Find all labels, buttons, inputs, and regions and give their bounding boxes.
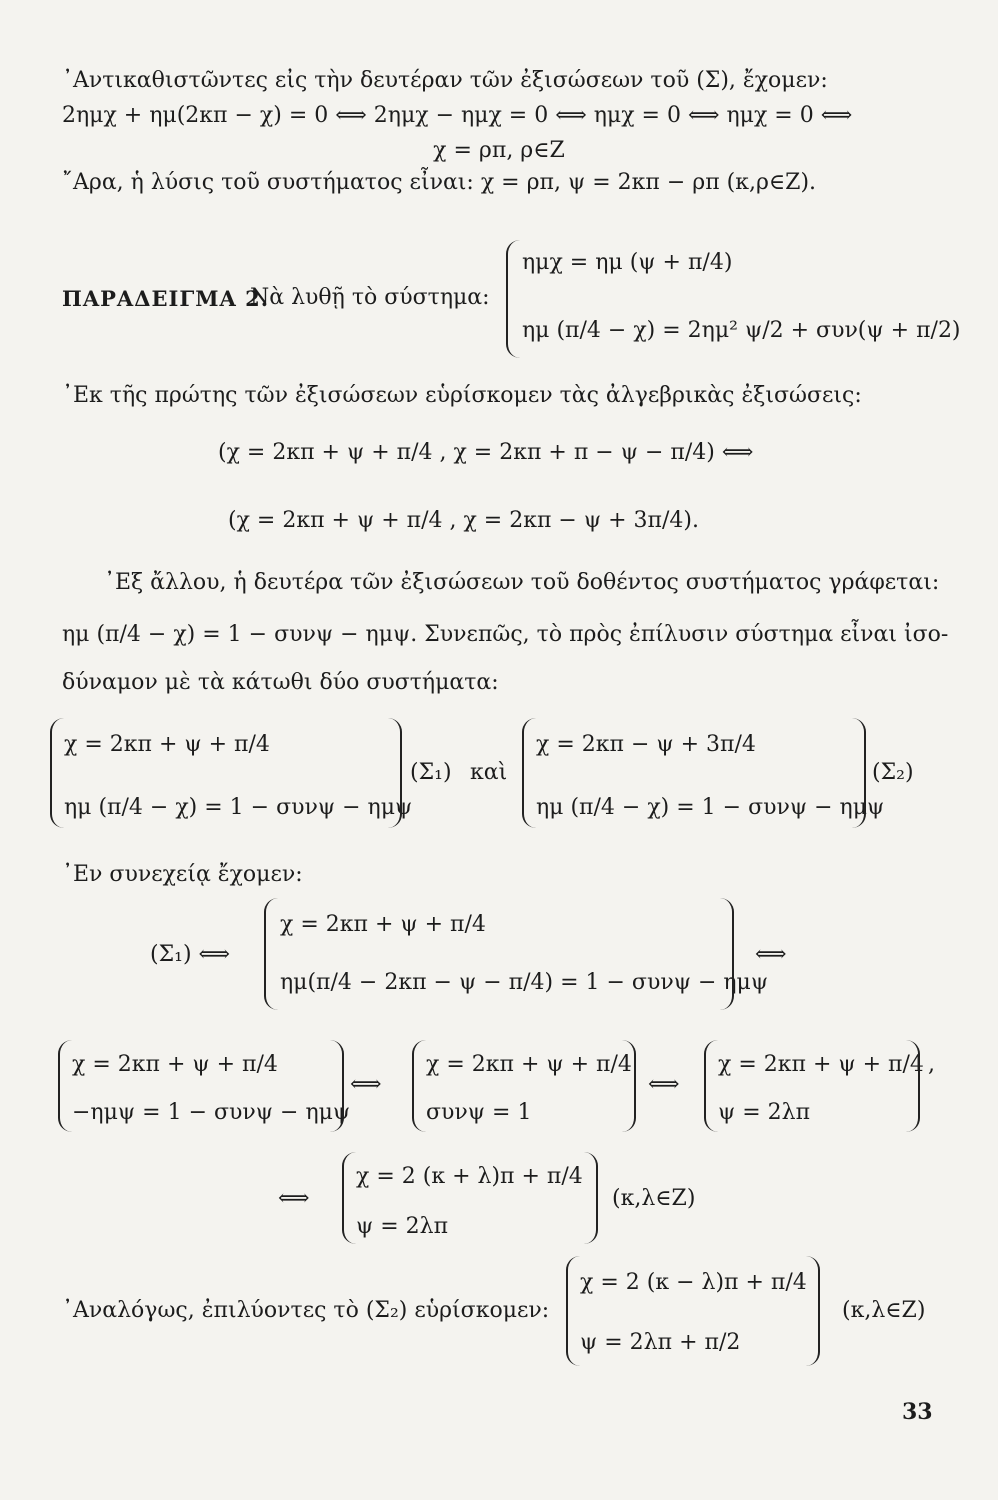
result-1-right-brace (584, 1152, 598, 1244)
example-eq-1: ημχ = ημ (ψ + π/4) (522, 250, 733, 275)
system-2-right-brace (852, 718, 866, 828)
example-heading: ΠΑΡΑΔΕΙΓΜΑ 2. (62, 286, 270, 311)
chain-b-eq-2: συνψ = 1 (426, 1100, 532, 1125)
intro-line-1: ᾿Αντικαθιστῶντες εἰς τὴν δευτέραν τῶν ἐξισώσεων τοῦ (Σ), ἔχομεν: (62, 68, 828, 93)
sigma1-equiv: (Σ₁) ⟺ (150, 942, 231, 967)
chain-a-eq-2: −ημψ = 1 − συνψ − ημψ (72, 1100, 351, 1125)
chain-b-right-brace (622, 1040, 636, 1132)
chain-b-left-brace (412, 1040, 426, 1132)
second-eq-line-3: δύναμον μὲ τὰ κάτωθι δύο συστήματα: (62, 670, 499, 695)
system-2-eq-1: χ = 2κπ − ψ + 3π/4 (536, 732, 756, 757)
system-1-left-brace (50, 718, 64, 828)
system-1-label: (Σ₁) (410, 760, 452, 785)
example-text: Νὰ λυθῇ τὸ σύστημα: (250, 285, 490, 310)
system-2-left-brace (522, 718, 536, 828)
second-eq-line-2: ημ (π/4 − χ) = 1 − συνψ − ημψ. Συνεπῶς, τὸ πρὸς ἐπίλυσιν σύστημα εἶναι ἰσο- (62, 622, 949, 647)
chain-a-right-brace (330, 1040, 344, 1132)
chain-c-eq-2: ψ = 2λπ (718, 1100, 811, 1125)
system-1-eq-2: ημ (π/4 − χ) = 1 − συνψ − ημψ (64, 795, 413, 820)
continuing-eq-2: ημ(π/4 − 2κπ − ψ − π/4) = 1 − συνψ − ημψ (280, 970, 769, 995)
intro-line-2: 2ημχ + ημ(2κπ − χ) = 0 ⟺ 2ημχ − ημχ = 0 ⟺ ημχ = 0 ⟺ ημχ = 0 ⟺ (62, 103, 853, 128)
first-eq-line-1: (χ = 2κπ + ψ + π/4 , χ = 2κπ + π − ψ − π/4) ⟺ (218, 440, 754, 465)
result-2-eq-1: χ = 2 (κ − λ)π + π/4 (580, 1270, 807, 1295)
example-eq-2: ημ (π/4 − χ) = 2ημ² ψ/2 + συν(ψ + π/2) (522, 318, 961, 343)
chain-c-left-brace (704, 1040, 718, 1132)
result-1-eq-1: χ = 2 (κ + λ)π + π/4 (356, 1164, 583, 1189)
and-word: καὶ (470, 760, 508, 785)
chain-c-eq-1: χ = 2κπ + ψ + π/4 (718, 1052, 924, 1077)
example-system-brace (506, 240, 520, 358)
intro-line-4: ῎Αρα, ἡ λύσις τοῦ συστήματος εἶναι: χ = ρπ, ψ = 2κπ − ρπ (κ,ρ∈Z). (62, 170, 817, 195)
system-2-eq-2: ημ (π/4 − χ) = 1 − συνψ − ημψ (536, 795, 885, 820)
result-2-left-brace (566, 1256, 580, 1366)
result-2-eq-2: ψ = 2λπ + π/2 (580, 1330, 741, 1355)
chain-b-eq-1: χ = 2κπ + ψ + π/4 (426, 1052, 632, 1077)
chain-a-left-brace (58, 1040, 72, 1132)
continuing-right-brace (720, 898, 734, 1010)
result-2-condition: (κ,λ∈Z) (842, 1298, 926, 1323)
chain-a-eq-1: χ = 2κπ + ψ + π/4 (72, 1052, 278, 1077)
result-2-text: ᾿Αναλόγως, ἐπιλύοντες τὸ (Σ₂) εὑρίσκομεν: (62, 1298, 550, 1323)
chain-c-right-brace (906, 1040, 920, 1132)
system-1-eq-1: χ = 2κπ + ψ + π/4 (64, 732, 270, 757)
continuing-arrow: ⟺ (755, 942, 787, 967)
result-1-arrow: ⟺ (278, 1186, 310, 1211)
first-eq-text: ᾿Εκ τῆς πρώτης τῶν ἐξισώσεων εὑρίσκομεν τὰς ἀλγεβρικὰς ἐξισώσεις: (62, 383, 862, 408)
page-number: 33 (902, 1399, 933, 1425)
system-2-label: (Σ₂) (872, 760, 914, 785)
result-2-right-brace (806, 1256, 820, 1366)
chain-comma: , (928, 1052, 935, 1077)
chain-arrow-1: ⟺ (350, 1072, 382, 1097)
continuing-eq-1: χ = 2κπ + ψ + π/4 (280, 912, 486, 937)
continuing-text: ᾿Εν συνεχείᾳ ἔχομεν: (62, 862, 303, 887)
intro-line-3: χ = ρπ, ρ∈Z (433, 138, 565, 163)
result-1-eq-2: ψ = 2λπ (356, 1214, 449, 1239)
second-eq-line-1: ᾿Εξ ἄλλου, ἡ δευτέρα τῶν ἐξισώσεων τοῦ δοθέντος συστήματος γράφεται: (104, 570, 940, 595)
result-1-condition: (κ,λ∈Z) (612, 1186, 696, 1211)
first-eq-line-2: (χ = 2κπ + ψ + π/4 , χ = 2κπ − ψ + 3π/4). (228, 508, 699, 533)
chain-arrow-2: ⟺ (648, 1072, 680, 1097)
continuing-left-brace (264, 898, 278, 1010)
system-1-right-brace (388, 718, 402, 828)
result-1-left-brace (342, 1152, 356, 1244)
